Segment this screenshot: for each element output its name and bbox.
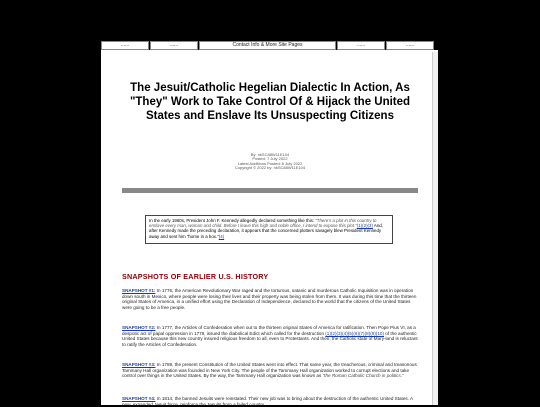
snapshot-2 (122, 325, 418, 347)
snapshot-2-text-2: of the authentic United States because this new country insured religious freedom to all, even to Protestants. And then, the Catholic state of Mary-land is reluctant to ratify the Articles of Confederation. (122, 330, 418, 347)
snapshot-4-text: In 1814, the banned Jesuits were reinstated. Their new job was to bring about the destruction of the authentic United States. A new, expanded Jesuit force, reinforce the Jesuits from a failed country (122, 396, 413, 407)
quote-ref-link-2[interactable]: (4) (218, 233, 225, 239)
snapshot-1-label[interactable]: SNAPSHOT #1: (122, 288, 156, 293)
snapshot-3-text: In 1789, the present Constitution of the United States went into effect. That same year, the treacherous, criminal and treasonous Tammany Hall organization was founded in New York City. The people of the Tammany Hall organization worked to corrupt elections and take control over things in the United States. By the way, the Tammany Hall organization was known as (122, 362, 417, 379)
quote-box (145, 215, 393, 244)
snapshot-1-text: In 1776, the American Revolutionary War raged and the torturous, satanic and murderous Catholic Inquisition was in operation down south in Mexico, where people were losing their lives and their property was being stolen from them. It was during this time that the thirteen original States of America, in a unified effort using the Declaration of Independence, declared to the world that the citizens of the United States were going to be a free people. (122, 288, 417, 310)
snapshot-4-label[interactable]: SNAPSHOT #4: (122, 396, 156, 401)
nav-item-1[interactable]: ...... (101, 41, 149, 50)
section-heading: SNAPSHOTS OF EARLIER U.S. HISTORY (122, 272, 269, 281)
quote-text: "There's a plot in this country to enslave every man, woman and child. Before I leave this high and noble office, I intend to expose this plot." (149, 218, 377, 229)
byline-author: By: nkSC88W11E104 (250, 152, 290, 157)
snapshot-2-refs[interactable]: (1)(2)(3)(4)(5)(6)(7)(8)(9)(10) (325, 330, 384, 336)
snapshot-2-label[interactable]: SNAPSHOT #2: (122, 325, 156, 330)
section-divider (122, 188, 418, 193)
byline (200, 153, 340, 171)
nav-item-contact[interactable]: Contact Info & More Site Pages (199, 41, 336, 50)
nav-item-5[interactable]: ...... (386, 41, 434, 50)
page-title: The Jesuit/Catholic Hegelian Dialectic In Action, As "They" Work to Take Control Of & Hijack the United States and Enslave Its Unsuspecting Citizens (129, 82, 411, 122)
snapshot-1 (122, 288, 418, 310)
quote-ref-link[interactable]: (1)(2)(3) (356, 223, 373, 229)
scrollbar[interactable] (432, 52, 438, 405)
top-nav (101, 41, 438, 50)
nav-item-2[interactable]: ...... (150, 41, 198, 50)
snapshot-3 (122, 362, 418, 379)
snapshot-2-text: In 1777, the Articles of Confederation when out to the thirteen original States of America for ratification. Then Pope Pius VI, as a despotic act of papal oppression in 1778, issued the diabolical Edict which called for the destruction (122, 325, 416, 336)
byline-posted: Posted: 7 July 2022 (252, 156, 288, 162)
quote-intro: In the early 1960s, President John F. Kennedy allegedly declared something like this: (149, 218, 316, 223)
nav-item-4[interactable]: ...... (337, 41, 385, 50)
byline-latest: Latest Additions Posted: 6 July 2022 (237, 160, 303, 166)
byline-copyright: Copyright © 2022 by: nkSC88W11E104 (234, 165, 306, 171)
snapshot-3-italic: "the Roman Catholic Church in politics." (322, 373, 404, 379)
snapshot-3-label[interactable]: SNAPSHOT #3: (122, 362, 156, 367)
snapshot-4 (122, 396, 418, 407)
quote-after: And, after Kennedy made the preceding declaration, it appears that the concerned plotters savagely blew President Kennedy away and sent him "home in a box." (149, 223, 383, 239)
